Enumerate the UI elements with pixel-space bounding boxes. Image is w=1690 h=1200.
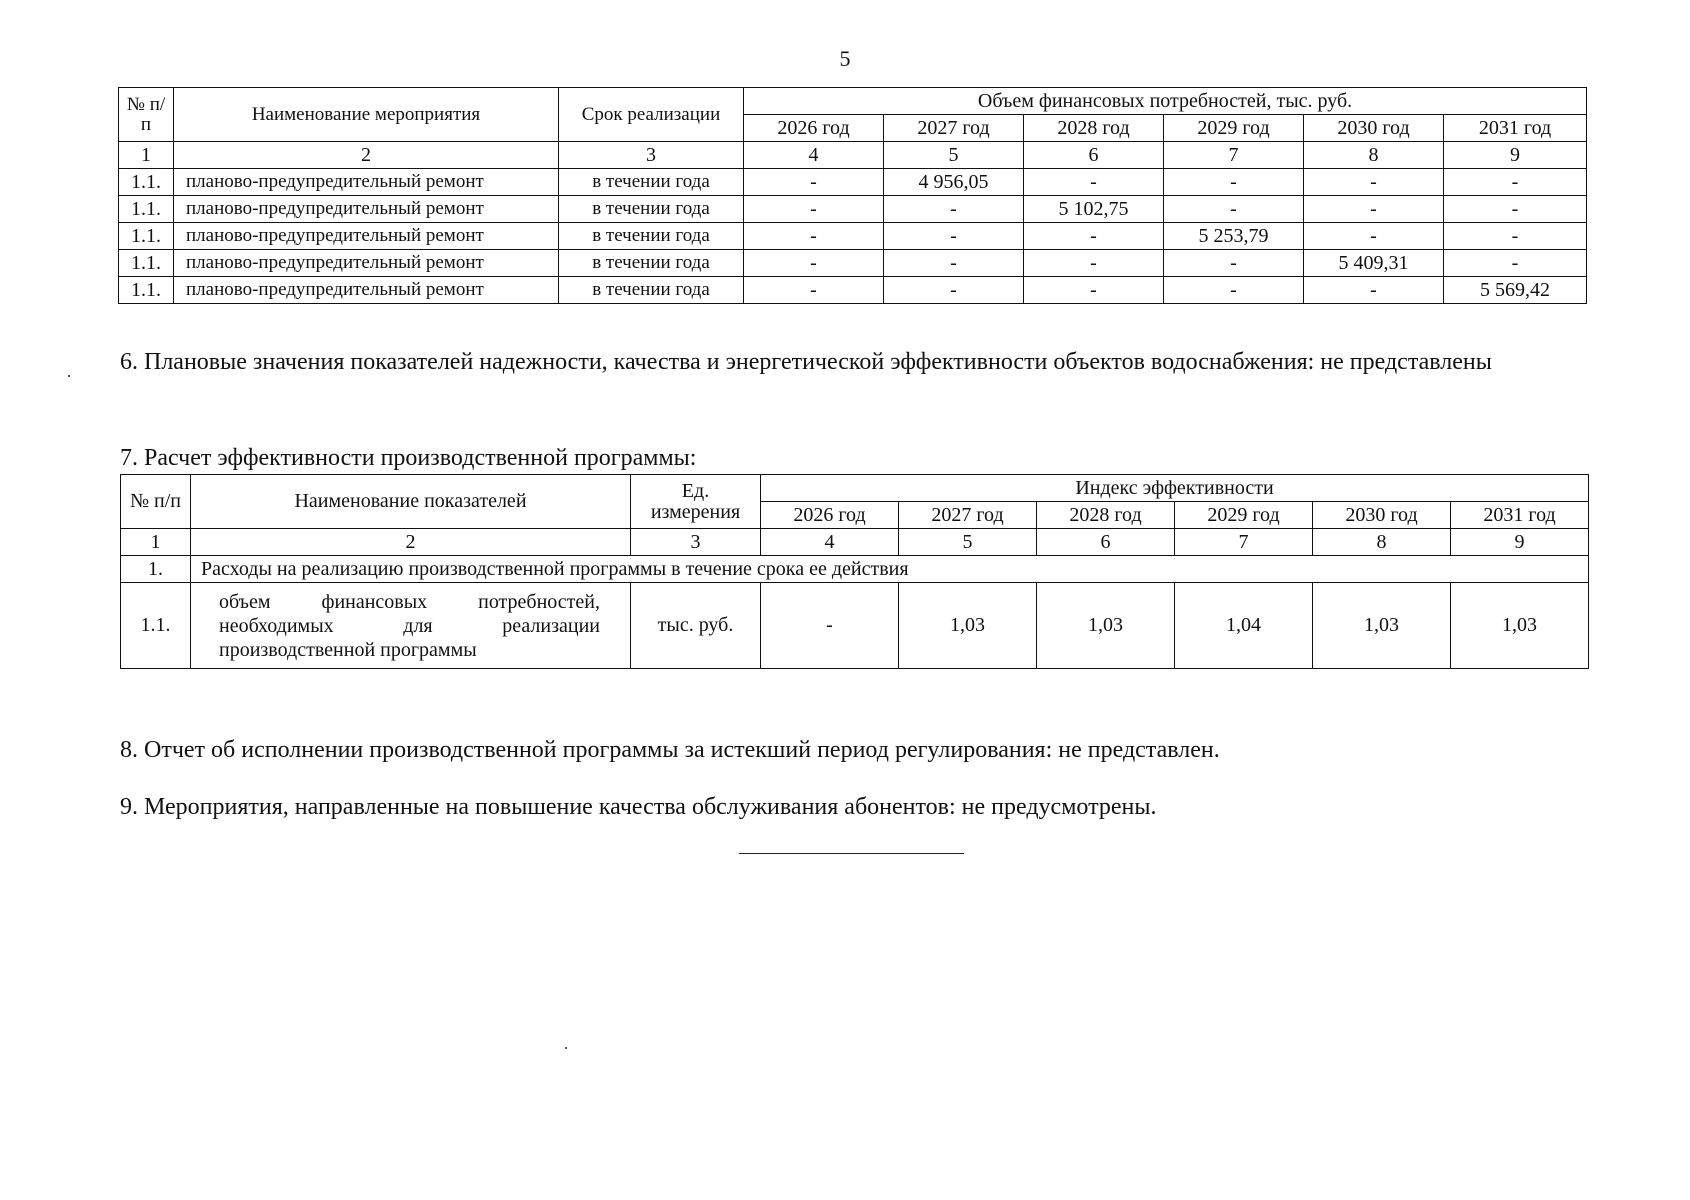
- col-number: 1: [119, 142, 174, 169]
- scan-speck: [565, 1047, 567, 1049]
- col-number: 3: [631, 529, 761, 556]
- col-number: 9: [1444, 142, 1587, 169]
- row-value: -: [1024, 223, 1164, 250]
- row-value: 1,03: [1313, 583, 1451, 669]
- row-name: планово-предупредительный ремонт: [174, 223, 559, 250]
- col-number: 5: [884, 142, 1024, 169]
- row-value: 1,04: [1175, 583, 1313, 669]
- row-name: планово-предупредительный ремонт: [174, 250, 559, 277]
- row-value: -: [1304, 196, 1444, 223]
- financial-needs-table: [118, 87, 1587, 304]
- header-num-text: № п/п: [126, 93, 166, 135]
- col-number: 7: [1164, 142, 1304, 169]
- header-year: 2028 год: [1037, 502, 1175, 529]
- header-year: 2027 год: [884, 115, 1024, 142]
- header-num: № п/п: [121, 475, 191, 529]
- row-term: в течении года: [559, 169, 744, 196]
- header-year: 2026 год: [761, 502, 899, 529]
- row-value: -: [884, 250, 1024, 277]
- header-year: 2031 год: [1451, 502, 1589, 529]
- section-text: Расходы на реализацию производственной программы в течение срока ее действия: [191, 556, 1589, 583]
- header-year: 2026 год: [744, 115, 884, 142]
- row-num: 1.1.: [121, 583, 191, 669]
- row-value: -: [744, 196, 884, 223]
- row-value: 1,03: [1451, 583, 1589, 669]
- table-row: [119, 277, 1587, 304]
- col-number: 2: [191, 529, 631, 556]
- closing-rule: [739, 853, 964, 854]
- row-value: -: [761, 583, 899, 669]
- row-value: -: [884, 277, 1024, 304]
- column-number-row: [121, 529, 1589, 556]
- col-number: 5: [899, 529, 1037, 556]
- row-value: -: [1164, 169, 1304, 196]
- row-name: планово-предупредительный ремонт: [174, 196, 559, 223]
- col-number: 7: [1175, 529, 1313, 556]
- col-number: 3: [559, 142, 744, 169]
- row-num: 1.1.: [119, 196, 174, 223]
- header-year: 2031 год: [1444, 115, 1587, 142]
- row-value: 5 102,75: [1024, 196, 1164, 223]
- header-unit: Ед. измерения: [631, 475, 761, 529]
- col-number: 9: [1451, 529, 1589, 556]
- row-unit: тыс. руб.: [631, 583, 761, 669]
- section-6-text: 6. Плановые значения показателей надежности, качества и энергетической эффективности объектов водоснабжения: не представлены: [120, 349, 1492, 375]
- efficiency-table: [120, 474, 1589, 669]
- row-value: 1,03: [1037, 583, 1175, 669]
- row-value: -: [744, 277, 884, 304]
- row-value: -: [1444, 223, 1587, 250]
- row-value: 5 409,31: [1304, 250, 1444, 277]
- row-num: 1.1.: [119, 277, 174, 304]
- row-value: -: [1164, 250, 1304, 277]
- section-9-text: 9. Мероприятия, направленные на повышение качества обслуживания абонентов: не предусмотрены.: [120, 794, 1157, 820]
- row-term: в течении года: [559, 250, 744, 277]
- row-term: в течении года: [559, 196, 744, 223]
- scan-speck: [68, 375, 70, 377]
- row-value: -: [1304, 277, 1444, 304]
- col-number: 8: [1313, 529, 1451, 556]
- header-term: Срок реализации: [559, 88, 744, 142]
- header-volume: Объем финансовых потребностей, тыс. руб.: [744, 88, 1587, 115]
- col-number: 6: [1037, 529, 1175, 556]
- row-value: -: [884, 223, 1024, 250]
- header-year: 2030 год: [1313, 502, 1451, 529]
- header-year: 2028 год: [1024, 115, 1164, 142]
- row-name: объем финансовых потребностей, необходимых для реализации производственной программы: [191, 583, 631, 669]
- table-row: [119, 250, 1587, 277]
- row-num: 1.1.: [119, 250, 174, 277]
- row-value: -: [744, 223, 884, 250]
- row-value: -: [1304, 223, 1444, 250]
- header-year: 2029 год: [1164, 115, 1304, 142]
- row-num: 1.1.: [119, 169, 174, 196]
- row-value: 4 956,05: [884, 169, 1024, 196]
- col-number: 8: [1304, 142, 1444, 169]
- row-value: -: [1024, 277, 1164, 304]
- header-year: 2030 год: [1304, 115, 1444, 142]
- header-year: 2027 год: [899, 502, 1037, 529]
- column-number-row: [119, 142, 1587, 169]
- row-num: 1.1.: [119, 223, 174, 250]
- col-number: 2: [174, 142, 559, 169]
- row-value: -: [1444, 196, 1587, 223]
- col-number: 4: [744, 142, 884, 169]
- header-name: Наименование показателей: [191, 475, 631, 529]
- row-value: -: [1444, 250, 1587, 277]
- table-row: [121, 583, 1589, 669]
- row-value: -: [1024, 250, 1164, 277]
- section-row: [121, 556, 1589, 583]
- row-value: -: [1164, 196, 1304, 223]
- table-row: [119, 196, 1587, 223]
- row-value: -: [744, 169, 884, 196]
- row-value: -: [1024, 169, 1164, 196]
- row-value: -: [744, 250, 884, 277]
- header-num: [119, 88, 174, 142]
- row-term: в течении года: [559, 277, 744, 304]
- section-8-text: 8. Отчет об исполнении производственной программы за истекший период регулирования: не представлен.: [120, 737, 1220, 763]
- page-number: 5: [839, 46, 851, 71]
- header-year: 2029 год: [1175, 502, 1313, 529]
- col-number: 1: [121, 529, 191, 556]
- col-number: 4: [761, 529, 899, 556]
- row-term: в течении года: [559, 223, 744, 250]
- table-row: [119, 169, 1587, 196]
- table-row: [119, 223, 1587, 250]
- section-num: 1.: [121, 556, 191, 583]
- row-value: 1,03: [899, 583, 1037, 669]
- row-value: -: [1304, 169, 1444, 196]
- col-number: 6: [1024, 142, 1164, 169]
- row-name: планово-предупредительный ремонт: [174, 169, 559, 196]
- row-value: -: [884, 196, 1024, 223]
- row-value: -: [1444, 169, 1587, 196]
- row-value: -: [1164, 277, 1304, 304]
- row-name: планово-предупредительный ремонт: [174, 277, 559, 304]
- section-7-title: 7. Расчет эффективности производственной программы:: [120, 445, 697, 471]
- header-name: Наименование мероприятия: [174, 88, 559, 142]
- row-value: 5 569,42: [1444, 277, 1587, 304]
- row-value: 5 253,79: [1164, 223, 1304, 250]
- header-index: Индекс эффективности: [761, 475, 1589, 502]
